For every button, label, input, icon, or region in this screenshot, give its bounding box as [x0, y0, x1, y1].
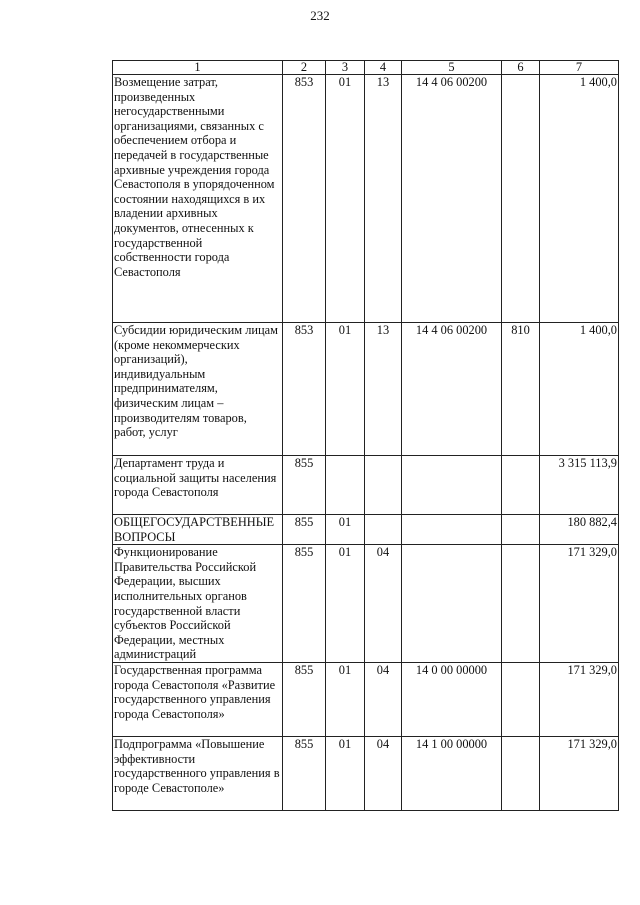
table-row	[113, 545, 619, 663]
row-csr: 14 4 06 00200	[402, 75, 502, 323]
row-gr: 855	[283, 456, 326, 515]
row-sum: 171 329,0	[540, 737, 619, 811]
row-vr	[502, 737, 540, 811]
table-row	[113, 456, 619, 515]
header-cell: 1	[113, 61, 283, 75]
row-csr	[402, 456, 502, 515]
row-name: Департамент труда и социальной защиты населения города Севастополя	[113, 456, 283, 515]
row-csr: 14 0 00 00000	[402, 663, 502, 737]
row-sum: 1 400,0	[540, 75, 619, 323]
row-sum: 171 329,0	[540, 663, 619, 737]
row-sum: 3 315 113,9	[540, 456, 619, 515]
row-pr: 04	[365, 737, 402, 811]
row-rz: 01	[326, 663, 365, 737]
header-cell: 6	[502, 61, 540, 75]
row-name: Государственная программа города Севастополя «Развитие государственного управления города Севастополя»	[113, 663, 283, 737]
row-vr	[502, 663, 540, 737]
row-pr: 13	[365, 323, 402, 456]
page-number: 232	[310, 8, 330, 23]
header-cell: 2	[283, 61, 326, 75]
row-rz: 01	[326, 737, 365, 811]
row-vr	[502, 75, 540, 323]
header-cell: 3	[326, 61, 365, 75]
row-sum: 171 329,0	[540, 545, 619, 663]
budget-table	[112, 60, 619, 811]
row-gr: 855	[283, 545, 326, 663]
row-name: ОБЩЕГОСУДАРСТВЕННЫЕ ВОПРОСЫ	[113, 515, 283, 545]
row-name: Функционирование Правительства Российской Федерации, высших исполнительных органов государственной власти субъектов Российской Федерации, местных администраций	[113, 545, 283, 663]
header-cell: 5	[402, 61, 502, 75]
row-pr	[365, 515, 402, 545]
table-row	[113, 323, 619, 456]
header-cell: 4	[365, 61, 402, 75]
row-gr: 855	[283, 663, 326, 737]
row-gr: 853	[283, 75, 326, 323]
table-row	[113, 737, 619, 811]
row-name: Подпрограмма «Повышение эффективности государственного управления в городе Севастополе»	[113, 737, 283, 811]
table-row	[113, 663, 619, 737]
row-rz	[326, 456, 365, 515]
row-rz: 01	[326, 515, 365, 545]
row-csr: 14 4 06 00200	[402, 323, 502, 456]
row-rz: 01	[326, 323, 365, 456]
row-vr	[502, 515, 540, 545]
row-gr: 853	[283, 323, 326, 456]
row-sum: 180 882,4	[540, 515, 619, 545]
row-vr	[502, 545, 540, 663]
row-csr: 14 1 00 00000	[402, 737, 502, 811]
row-pr: 13	[365, 75, 402, 323]
header-cell: 7	[540, 61, 619, 75]
row-rz: 01	[326, 75, 365, 323]
row-csr	[402, 515, 502, 545]
row-gr: 855	[283, 515, 326, 545]
row-pr: 04	[365, 663, 402, 737]
header-row	[113, 61, 619, 75]
table-row	[113, 515, 619, 545]
row-vr	[502, 456, 540, 515]
row-sum: 1 400,0	[540, 323, 619, 456]
row-vr: 810	[502, 323, 540, 456]
row-csr	[402, 545, 502, 663]
row-rz: 01	[326, 545, 365, 663]
row-name: Возмещение затрат, произведенных негосударственными организациями, связанных с обеспечением отбора и передачей в государственные архивные учреждения города Севастополя в упорядоченном состоянии находящихся в их владении архивных документов, отнесенных к государственной собственности города Севастополя	[113, 75, 283, 323]
row-gr: 855	[283, 737, 326, 811]
row-pr: 04	[365, 545, 402, 663]
row-pr	[365, 456, 402, 515]
row-name: Субсидии юридическим лицам (кроме некоммерческих организаций), индивидуальным предпринимателям, физическим лицам – производителям товаров, работ, услуг	[113, 323, 283, 456]
table-row	[113, 75, 619, 323]
